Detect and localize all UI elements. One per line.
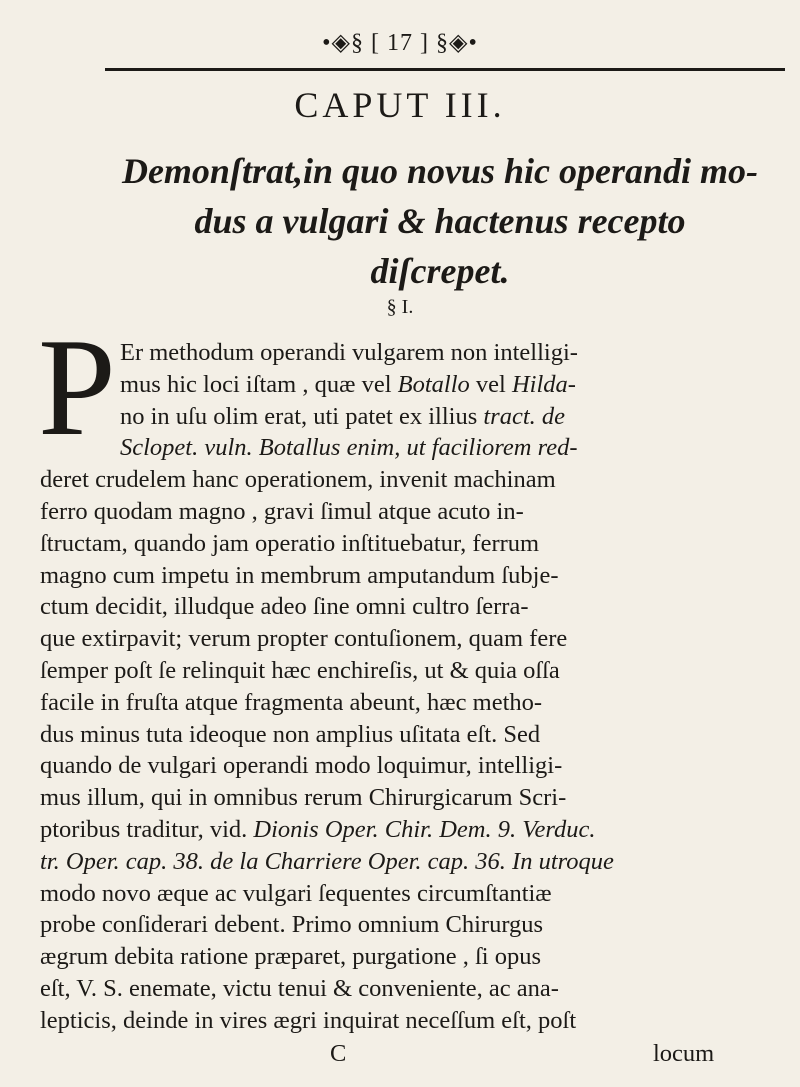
- running-head: •◈§ [ 17 ] §◈•: [322, 30, 478, 56]
- text-line: Sclopet. vuln. Botallus enim, ut faciliorem red-: [120, 434, 578, 462]
- subtitle-line: diſcrepet.: [370, 251, 510, 291]
- drop-capital: P: [38, 310, 116, 465]
- text-run: vel: [469, 370, 512, 398]
- text-run: ptoribus traditur, vid.: [40, 815, 254, 843]
- text-line: ægrum debita ratione præparet, purgatione , ſi opus: [40, 943, 542, 971]
- citation: Dionis Oper. Chir. Dem. 9. Verduc.: [253, 815, 596, 843]
- text-run: mus hic loci iſtam , quæ vel: [120, 370, 398, 398]
- section-number: § I.: [386, 296, 414, 318]
- subtitle-line: Demonſtrat,in quo novus hic operandi mo-: [121, 151, 759, 191]
- text-line: [40, 369, 770, 401]
- text-run: no in uſu olim erat, uti patet ex illius: [120, 402, 484, 430]
- text-line: deret crudelem hanc operationem, invenit machinam: [40, 466, 556, 494]
- signature-mark: C: [330, 1040, 347, 1067]
- text-line: ctum decidit, illudque adeo ſine omni cultro ſerra-: [40, 593, 529, 621]
- author-name: Botallo: [397, 370, 470, 398]
- chapter-subtitle: [110, 146, 770, 296]
- header-rule: [105, 68, 785, 71]
- text-line: ſemper poſt ſe relinquit hæc enchireſis, ut & quia oſſa: [40, 656, 560, 684]
- text-line: Er methodum operandi vulgarem non intelligi-: [120, 339, 578, 366]
- text-line: que extirpavit; verum propter contuſionem, quam fere: [40, 625, 568, 653]
- catchword: locum: [653, 1040, 715, 1067]
- text-line: facile in fruſta atque fragmenta abeunt, hæc metho-: [40, 688, 543, 716]
- text-line: dus minus tuta ideoque non amplius uſitata eſt. Sed: [40, 720, 541, 748]
- text-line: [40, 814, 770, 846]
- text-line: modo novo æque ac vulgari ſequentes circumſtantiæ: [40, 879, 552, 907]
- text-line: eſt, V. S. enemate, victu tenui & conveniente, ac ana-: [40, 974, 559, 1002]
- text-line: quando de vulgari operandi modo loquimur, intelligi-: [40, 752, 563, 780]
- body-text: [40, 337, 770, 1037]
- text-line: mus illum, qui in omnibus rerum Chirurgicarum Scri-: [40, 784, 567, 812]
- text-line: [40, 401, 770, 433]
- text-line: magno cum impetu in membrum amputandum ſubje-: [40, 561, 559, 589]
- text-line: ſtructam, quando jam operatio inſtituebatur, ferrum: [40, 529, 540, 557]
- text-line: ferro quodam magno , gravi ſimul atque acuto in-: [40, 497, 524, 525]
- text-line: probe conſiderari debent. Primo omnium Chirurgus: [40, 911, 544, 939]
- citation: tract. de: [483, 402, 566, 430]
- subtitle-line: dus a vulgari & hactenus recepto: [194, 201, 686, 241]
- text-line: tr. Oper. cap. 38. de la Charriere Oper. cap. 36. In utroque: [40, 847, 614, 875]
- text-line: lepticis, deinde in vires ægri inquirat neceſſum eſt, poſt: [40, 1006, 577, 1034]
- chapter-title: CAPUT III.: [294, 85, 506, 125]
- author-name: Hilda-: [511, 370, 576, 398]
